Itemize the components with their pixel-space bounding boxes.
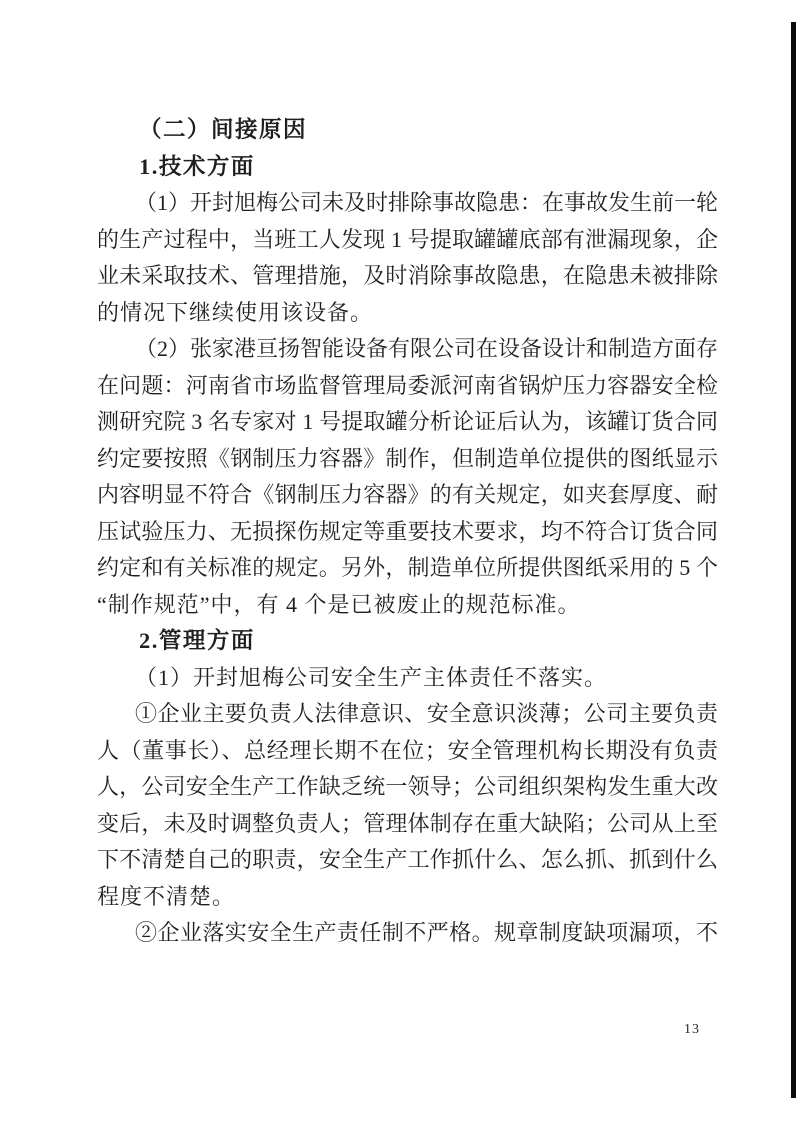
text-line: 人，公司安全生产工作缺乏统一领导；公司组织架构发生重大改 bbox=[97, 774, 718, 799]
text-line: 压试验压力、无损探伤规定等重要技术要求，均不符合订货合同 bbox=[97, 518, 718, 544]
text-line: 内容明显不符合《钢制压力容器》的有关规定，如夹套厚度、耐 bbox=[97, 482, 718, 507]
text-line: 的生产过程中，当班工人发现 1 号提取罐罐底部有泄漏现象，企 bbox=[97, 226, 718, 252]
page-number: 13 bbox=[684, 1022, 700, 1037]
text-line: 人（董事长）、总经理长期不在位；安全管理机构长期没有负责 bbox=[97, 737, 718, 763]
paragraph bbox=[97, 331, 718, 623]
paragraph bbox=[97, 915, 718, 952]
text-line: （1）开封旭梅公司安全生产主体责任不落实。 bbox=[135, 664, 608, 690]
page-content bbox=[97, 112, 718, 952]
text-line: 约定要按照《钢制压力容器》制作，但制造单位提供的图纸显示 bbox=[97, 445, 718, 471]
section-heading: 2.管理方面 bbox=[139, 628, 255, 653]
text-line: （2）张家港亘扬智能设备有限公司在设备设计和制造方面存 bbox=[135, 336, 719, 361]
paragraph bbox=[97, 696, 718, 915]
scan-edge-artifact bbox=[791, 22, 796, 1098]
text-line: 下不清楚自己的职责，安全生产工作抓什么、怎么抓、抓到什么 bbox=[97, 847, 718, 872]
text-line: 约定和有关标准的规定。另外，制造单位所提供图纸采用的 5 个 bbox=[97, 555, 718, 580]
text-line: 的情况下继续使用该设备。 bbox=[97, 299, 374, 325]
text-line: 变后，未及时调整负责人；管理体制存在重大缺陷；公司从上至 bbox=[97, 810, 718, 836]
text-line: ①企业主要负责人法律意识、安全意识淡薄；公司主要负责 bbox=[135, 701, 718, 726]
text-line: 业未采取技术、管理措施，及时消除事故隐患，在隐患未被排除 bbox=[97, 263, 718, 288]
paragraph bbox=[97, 660, 718, 697]
text-line: （1）开封旭梅公司未及时排除事故隐患：在事故发生前一轮 bbox=[135, 190, 719, 215]
text-line: 测研究院 3 名专家对 1 号提取罐分析论证后认为，该罐订货合同 bbox=[97, 409, 718, 434]
text-line: 程度不清楚。 bbox=[97, 883, 236, 909]
text-line: “制作规范”中，有 4 个是已被废止的规范标准。 bbox=[97, 591, 581, 617]
section-heading: 1.技术方面 bbox=[139, 153, 255, 179]
text-line: ②企业落实安全生产责任制不严格。规章制度缺项漏项，不 bbox=[135, 920, 718, 945]
section-heading: （二）间接原因 bbox=[139, 117, 308, 142]
paragraph bbox=[97, 185, 718, 331]
text-line: 在问题：河南省市场监督管理局委派河南省锅炉压力容器安全检 bbox=[97, 372, 718, 398]
